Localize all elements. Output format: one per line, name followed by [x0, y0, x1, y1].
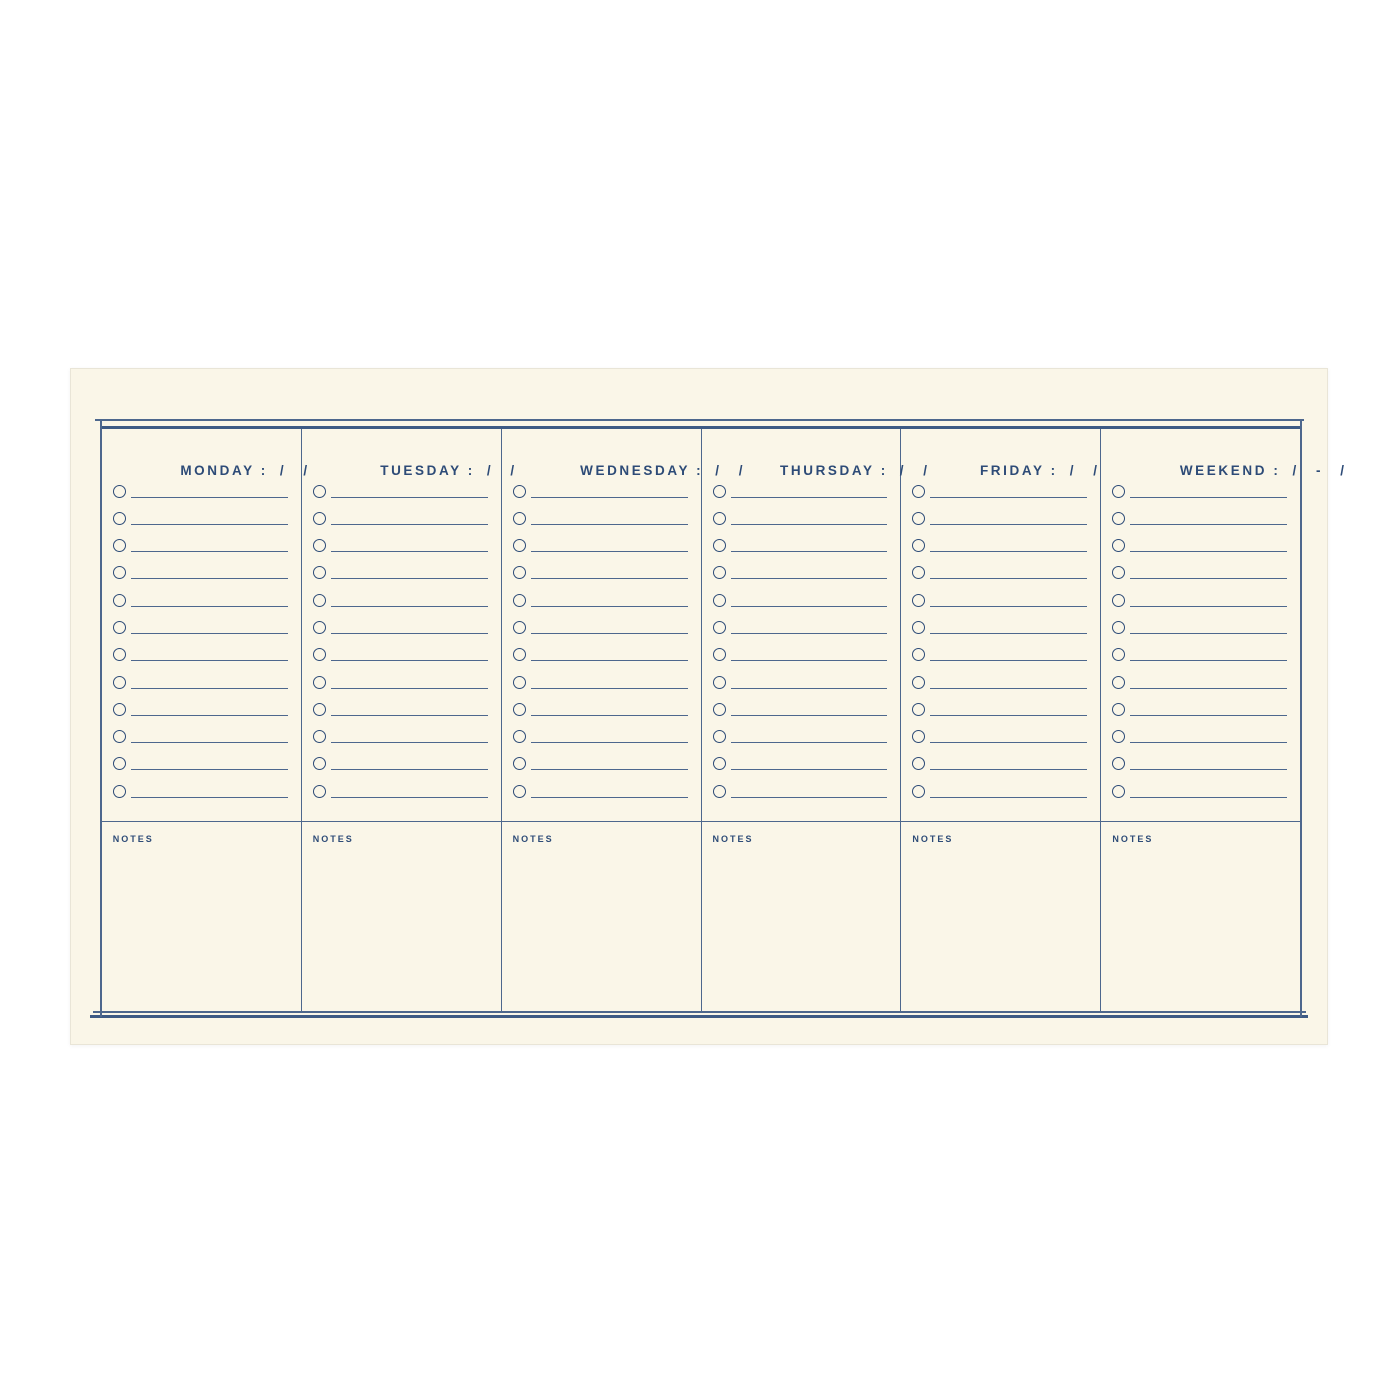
- notes-section: [302, 821, 501, 1011]
- checkbox-circle-icon: [113, 730, 126, 743]
- checklist-row: [313, 620, 488, 647]
- checklist-row: [113, 593, 288, 620]
- planner-grid: [100, 419, 1352, 1018]
- checkbox-circle-icon: [1112, 703, 1125, 716]
- day-label: FRIDAY :: [979, 463, 1058, 478]
- checklist-row: [313, 593, 488, 620]
- checklist-row: [113, 620, 288, 647]
- write-line: [930, 660, 1087, 661]
- checklist: [502, 484, 701, 821]
- write-line: [131, 633, 288, 634]
- write-line: [331, 742, 488, 743]
- checkbox-circle-icon: [513, 676, 526, 689]
- write-line: [131, 578, 288, 579]
- checklist-row: [513, 702, 688, 729]
- checkbox-circle-icon: [1112, 648, 1125, 661]
- notes-section: [1101, 821, 1300, 1011]
- day-column-tuesday: [302, 429, 523, 1011]
- write-line: [531, 742, 688, 743]
- checklist-row: [912, 511, 1087, 538]
- checklist-row: [313, 784, 488, 811]
- checkbox-circle-icon: [713, 648, 726, 661]
- write-line: [531, 660, 688, 661]
- write-line: [331, 524, 488, 525]
- write-line: [930, 715, 1087, 716]
- checkbox-circle-icon: [513, 703, 526, 716]
- write-line: [731, 606, 888, 607]
- checklist-row: [113, 730, 288, 757]
- write-line: [1130, 688, 1287, 689]
- write-line: [731, 660, 888, 661]
- write-line: [1130, 797, 1287, 798]
- write-line: [1130, 715, 1287, 716]
- write-line: [731, 551, 888, 552]
- checklist-row: [113, 757, 288, 784]
- checkbox-circle-icon: [713, 485, 726, 498]
- checkbox-circle-icon: [912, 485, 925, 498]
- checkbox-circle-icon: [313, 566, 326, 579]
- checkbox-circle-icon: [113, 621, 126, 634]
- write-line: [331, 633, 488, 634]
- checkbox-circle-icon: [1112, 485, 1125, 498]
- checkbox-circle-icon: [513, 785, 526, 798]
- checklist-row: [513, 784, 688, 811]
- date-placeholder: / /: [279, 463, 316, 478]
- checklist-row: [513, 593, 688, 620]
- checkbox-circle-icon: [513, 730, 526, 743]
- checkbox-circle-icon: [313, 594, 326, 607]
- checklist-row: [113, 648, 288, 675]
- checklist-row: [1112, 593, 1287, 620]
- checklist-row: [313, 539, 488, 566]
- checkbox-circle-icon: [1112, 785, 1125, 798]
- write-line: [731, 524, 888, 525]
- write-line: [930, 606, 1087, 607]
- day-header: [102, 429, 316, 484]
- checkbox-circle-icon: [912, 512, 925, 525]
- write-line: [131, 715, 288, 716]
- checkbox-circle-icon: [513, 566, 526, 579]
- day-column-friday: [901, 429, 1106, 1011]
- write-line: [331, 660, 488, 661]
- checklist-row: [513, 539, 688, 566]
- checklist-row: [713, 620, 888, 647]
- notes-section: [102, 821, 301, 1011]
- write-line: [1130, 606, 1287, 607]
- day-column-monday: [102, 429, 316, 1011]
- checkbox-circle-icon: [113, 703, 126, 716]
- right-border-rule: [1300, 420, 1302, 1017]
- checklist-row: [513, 648, 688, 675]
- checklist-row: [513, 730, 688, 757]
- checkbox-circle-icon: [713, 512, 726, 525]
- write-line: [1130, 551, 1287, 552]
- checkbox-circle-icon: [513, 621, 526, 634]
- write-line: [531, 606, 688, 607]
- day-header: [1101, 429, 1352, 484]
- checkbox-circle-icon: [313, 676, 326, 689]
- checkbox-circle-icon: [713, 594, 726, 607]
- checklist-row: [513, 620, 688, 647]
- checklist: [901, 484, 1100, 821]
- checklist-row: [713, 675, 888, 702]
- date-placeholder: / /: [486, 463, 523, 478]
- day-header: [502, 429, 751, 484]
- checklist-row: [713, 757, 888, 784]
- write-line: [731, 742, 888, 743]
- checklist-row: [113, 675, 288, 702]
- write-line: [1130, 769, 1287, 770]
- checkbox-circle-icon: [1112, 539, 1125, 552]
- checkbox-circle-icon: [713, 757, 726, 770]
- checklist-row: [713, 730, 888, 757]
- day-label: WEDNESDAY :: [580, 463, 704, 478]
- checkbox-circle-icon: [113, 676, 126, 689]
- top-thin-rule: [95, 419, 1304, 421]
- date-placeholder: / /: [715, 463, 751, 478]
- checkbox-circle-icon: [912, 676, 925, 689]
- write-line: [1130, 497, 1287, 498]
- checklist-row: [912, 702, 1087, 729]
- checklist-row: [313, 730, 488, 757]
- checklist-row: [1112, 730, 1287, 757]
- checklist-row: [1112, 511, 1287, 538]
- checklist-row: [1112, 675, 1287, 702]
- planner-sheet: [70, 368, 1352, 1045]
- checkbox-circle-icon: [713, 566, 726, 579]
- checkbox-circle-icon: [313, 512, 326, 525]
- checkbox-circle-icon: [912, 785, 925, 798]
- write-line: [930, 688, 1087, 689]
- checklist-row: [912, 620, 1087, 647]
- checklist-row: [912, 539, 1087, 566]
- checklist-row: [1112, 702, 1287, 729]
- day-label: MONDAY :: [180, 463, 268, 478]
- write-line: [331, 578, 488, 579]
- day-header: [901, 429, 1106, 484]
- write-line: [930, 633, 1087, 634]
- checklist: [102, 484, 301, 821]
- write-line: [930, 769, 1087, 770]
- checklist-row: [313, 702, 488, 729]
- checklist-row: [313, 566, 488, 593]
- checkbox-circle-icon: [313, 539, 326, 552]
- write-line: [331, 797, 488, 798]
- checklist-row: [713, 784, 888, 811]
- checklist-row: [113, 566, 288, 593]
- write-line: [331, 769, 488, 770]
- write-line: [531, 797, 688, 798]
- checklist-row: [513, 675, 688, 702]
- checkbox-circle-icon: [713, 785, 726, 798]
- checkbox-circle-icon: [313, 485, 326, 498]
- checklist: [1101, 484, 1300, 821]
- write-line: [131, 606, 288, 607]
- checklist-row: [113, 702, 288, 729]
- write-line: [131, 497, 288, 498]
- checkbox-circle-icon: [1112, 621, 1125, 634]
- checklist: [302, 484, 501, 821]
- day-header: [702, 429, 936, 484]
- notes-label: NOTES: [1112, 833, 1154, 844]
- write-line: [731, 715, 888, 716]
- checkbox-circle-icon: [912, 594, 925, 607]
- checklist-row: [713, 511, 888, 538]
- checklist-row: [513, 757, 688, 784]
- write-line: [131, 688, 288, 689]
- notes-section: [502, 821, 701, 1011]
- write-line: [1130, 524, 1287, 525]
- write-line: [331, 497, 488, 498]
- date-placeholder: / /: [1069, 463, 1106, 478]
- checkbox-circle-icon: [513, 485, 526, 498]
- notes-label: NOTES: [312, 833, 354, 844]
- checkbox-circle-icon: [912, 566, 925, 579]
- checklist-row: [912, 784, 1087, 811]
- write-line: [731, 797, 888, 798]
- checklist-row: [1112, 620, 1287, 647]
- write-line: [131, 797, 288, 798]
- checklist-row: [713, 484, 888, 511]
- checklist-row: [912, 675, 1087, 702]
- checklist-row: [713, 539, 888, 566]
- date-placeholder: / /: [899, 463, 936, 478]
- write-line: [531, 578, 688, 579]
- bottom-thin-rule: [93, 1011, 1306, 1013]
- checklist-row: [313, 511, 488, 538]
- checklist-row: [713, 566, 888, 593]
- write-line: [1130, 578, 1287, 579]
- write-line: [331, 551, 488, 552]
- checkbox-circle-icon: [113, 566, 126, 579]
- write-line: [331, 606, 488, 607]
- checklist-row: [912, 593, 1087, 620]
- write-line: [731, 633, 888, 634]
- write-line: [930, 797, 1087, 798]
- checklist-row: [912, 566, 1087, 593]
- write-line: [731, 688, 888, 689]
- checkbox-circle-icon: [113, 594, 126, 607]
- day-column-weekend: [1101, 429, 1352, 1011]
- write-line: [1130, 660, 1287, 661]
- write-line: [731, 769, 888, 770]
- checkbox-circle-icon: [1112, 676, 1125, 689]
- checklist: [702, 484, 901, 821]
- checklist-row: [912, 757, 1087, 784]
- checkbox-circle-icon: [912, 621, 925, 634]
- checklist-row: [713, 702, 888, 729]
- checklist-row: [513, 511, 688, 538]
- checkbox-circle-icon: [1112, 594, 1125, 607]
- checklist-row: [513, 484, 688, 511]
- write-line: [131, 660, 288, 661]
- notes-label: NOTES: [512, 833, 554, 844]
- write-line: [1130, 633, 1287, 634]
- checklist-row: [1112, 484, 1287, 511]
- checkbox-circle-icon: [313, 757, 326, 770]
- checklist-row: [912, 648, 1087, 675]
- write-line: [531, 497, 688, 498]
- checkbox-circle-icon: [1112, 757, 1125, 770]
- checkbox-circle-icon: [113, 648, 126, 661]
- checklist-row: [513, 566, 688, 593]
- checkbox-circle-icon: [513, 648, 526, 661]
- checkbox-circle-icon: [912, 703, 925, 716]
- write-line: [331, 688, 488, 689]
- checkbox-circle-icon: [1112, 512, 1125, 525]
- checkbox-circle-icon: [113, 757, 126, 770]
- checkbox-circle-icon: [912, 757, 925, 770]
- write-line: [331, 715, 488, 716]
- notes-label: NOTES: [912, 833, 954, 844]
- checkbox-circle-icon: [713, 676, 726, 689]
- checkbox-circle-icon: [713, 703, 726, 716]
- write-line: [531, 715, 688, 716]
- checkbox-circle-icon: [713, 539, 726, 552]
- checklist-row: [313, 757, 488, 784]
- checkbox-circle-icon: [313, 730, 326, 743]
- checklist-row: [313, 675, 488, 702]
- checkbox-circle-icon: [1112, 730, 1125, 743]
- checklist-row: [113, 784, 288, 811]
- write-line: [731, 578, 888, 579]
- checklist-row: [1112, 784, 1287, 811]
- checklist-row: [1112, 566, 1287, 593]
- checkbox-circle-icon: [313, 785, 326, 798]
- checkbox-circle-icon: [113, 539, 126, 552]
- checklist-row: [113, 539, 288, 566]
- checkbox-circle-icon: [912, 648, 925, 661]
- checklist-row: [912, 730, 1087, 757]
- day-label: THURSDAY :: [780, 463, 888, 478]
- write-line: [930, 578, 1087, 579]
- checkbox-circle-icon: [113, 512, 126, 525]
- write-line: [531, 633, 688, 634]
- notes-label: NOTES: [112, 833, 154, 844]
- checkbox-circle-icon: [313, 621, 326, 634]
- checkbox-circle-icon: [513, 539, 526, 552]
- notes-label: NOTES: [712, 833, 754, 844]
- checkbox-circle-icon: [513, 594, 526, 607]
- write-line: [531, 688, 688, 689]
- day-header: [302, 429, 523, 484]
- checklist-row: [313, 484, 488, 511]
- write-line: [131, 524, 288, 525]
- write-line: [531, 524, 688, 525]
- checklist-row: [1112, 648, 1287, 675]
- checkbox-circle-icon: [313, 648, 326, 661]
- checkbox-circle-icon: [513, 757, 526, 770]
- checkbox-circle-icon: [513, 512, 526, 525]
- checklist-row: [113, 511, 288, 538]
- checkbox-circle-icon: [912, 730, 925, 743]
- checklist-row: [912, 484, 1087, 511]
- day-label: WEEKEND :: [1179, 463, 1281, 478]
- write-line: [930, 551, 1087, 552]
- checklist-row: [713, 648, 888, 675]
- write-line: [531, 551, 688, 552]
- checkbox-circle-icon: [912, 539, 925, 552]
- day-label: TUESDAY :: [380, 463, 475, 478]
- checkbox-circle-icon: [113, 785, 126, 798]
- checklist-row: [1112, 757, 1287, 784]
- checklist-row: [713, 593, 888, 620]
- checklist-row: [313, 648, 488, 675]
- day-column-thursday: [702, 429, 936, 1011]
- checkbox-circle-icon: [713, 730, 726, 743]
- notes-section: [901, 821, 1100, 1011]
- notes-section: [702, 821, 901, 1011]
- date-placeholder: / - /: [1292, 463, 1352, 478]
- write-line: [930, 497, 1087, 498]
- write-line: [131, 551, 288, 552]
- bottom-thick-rule: [90, 1015, 1308, 1018]
- checklist-row: [113, 484, 288, 511]
- write-line: [1130, 742, 1287, 743]
- checkbox-circle-icon: [113, 485, 126, 498]
- checkbox-circle-icon: [1112, 566, 1125, 579]
- day-columns: [102, 429, 1352, 1011]
- write-line: [930, 742, 1087, 743]
- write-line: [930, 524, 1087, 525]
- checklist-row: [1112, 539, 1287, 566]
- write-line: [131, 769, 288, 770]
- checkbox-circle-icon: [313, 703, 326, 716]
- write-line: [531, 769, 688, 770]
- write-line: [131, 742, 288, 743]
- write-line: [731, 497, 888, 498]
- day-column-wednesday: [502, 429, 751, 1011]
- checkbox-circle-icon: [713, 621, 726, 634]
